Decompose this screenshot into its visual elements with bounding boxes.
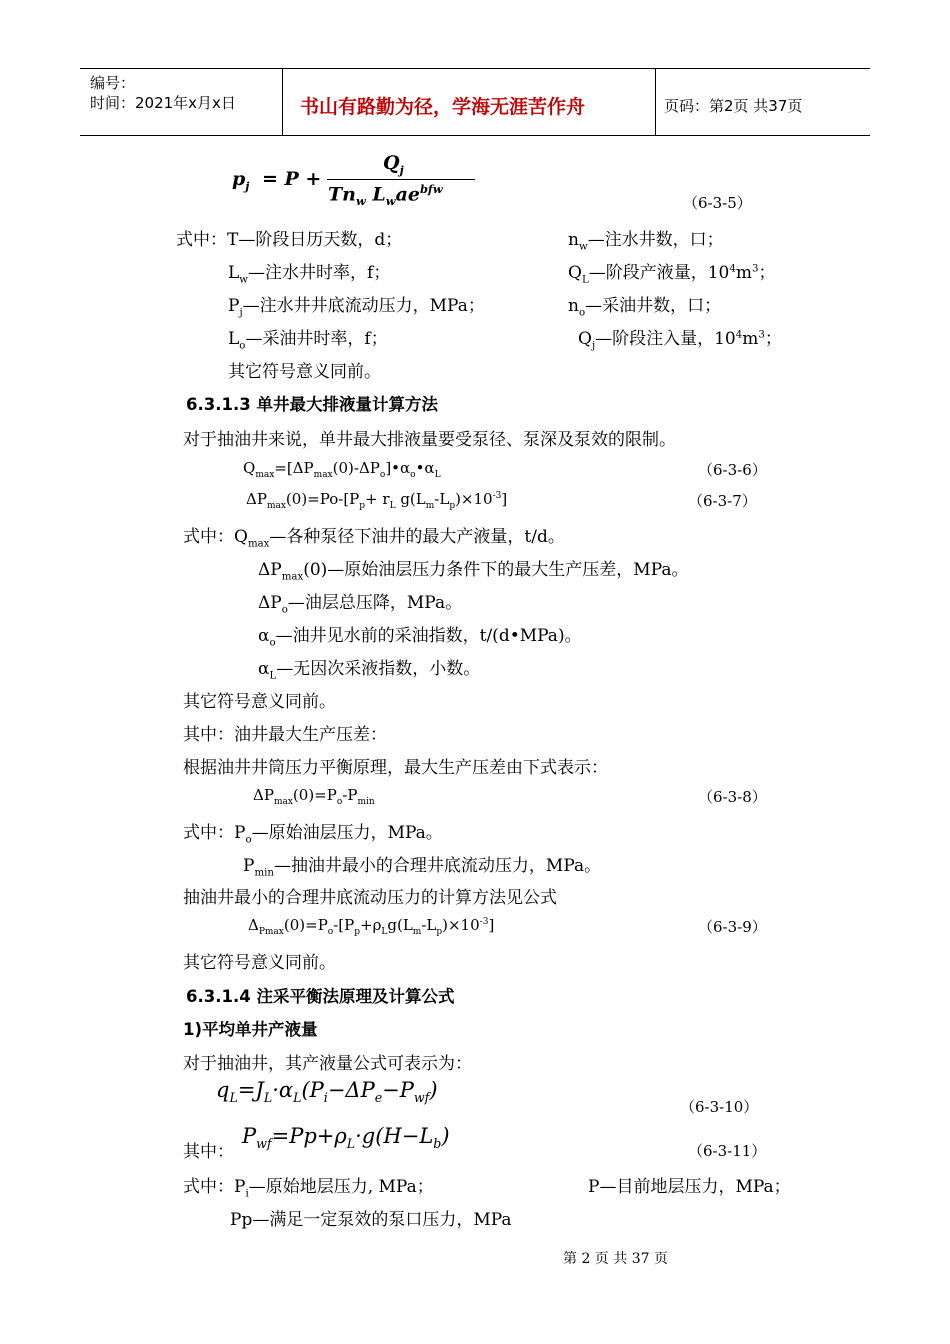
paragraph: 其中： bbox=[183, 1142, 234, 1162]
definition: Pp—满足一定泵效的泵口压力，MPa bbox=[230, 1210, 512, 1230]
paragraph: 对于抽油井，其产液量公式可表示为： bbox=[183, 1054, 472, 1074]
serial-label: 编号： bbox=[90, 74, 136, 92]
eq-635-denominator: $Tn_w$ $L_wae^{bfw}$ bbox=[328, 182, 443, 209]
eq-635-numerator: $Q_j$ bbox=[383, 152, 404, 177]
header-divider bbox=[282, 68, 283, 136]
definition: 式中：$P_i—$原始地层压力, MPa； bbox=[183, 1177, 434, 1200]
eq-6310: $q_L=J_L\cdot\alpha_L(P_i-\Delta P_e-P_{wf})$ bbox=[216, 1078, 438, 1106]
def-row-2-left: $L_w—$注水井时率，f； bbox=[228, 263, 391, 286]
definition: P—目前地层压力，MPa； bbox=[588, 1177, 791, 1197]
eq-639-number: （6-3-9） bbox=[698, 918, 767, 936]
eq-636-number: （6-3-6） bbox=[698, 461, 767, 479]
def-row-2-right: $Q_L—$阶段产液量，$10^4m^3$； bbox=[568, 263, 776, 286]
eq-637-number: （6-3-7） bbox=[688, 492, 757, 510]
paragraph: 根据油井井筒压力平衡原理，最大生产压差由下式表示： bbox=[183, 758, 608, 778]
definition: 式中：$Q_{max}—$各种泵径下油井的最大产液量，t/d。 bbox=[183, 527, 565, 550]
def-row-4-right: $Q_j—$阶段注入量，$10^4m^3$； bbox=[578, 329, 782, 352]
motto: 书山有路勤为径，学海无涯苦作舟 bbox=[300, 96, 586, 118]
eq-638: $\Delta P_{max}(0)=P_o-P_{min}$ bbox=[253, 786, 375, 807]
eq-635-mid: = P + bbox=[262, 168, 322, 190]
eq-636: $Q_{max}=[\Delta P_{max}(0)-\Delta P_o]•\alpha_o•\alpha_L$ bbox=[243, 459, 441, 480]
def-row-3-right: $n_o—$采油井数，口； bbox=[568, 296, 722, 319]
definition: $P_{min}—$抽油井最小的合理井底流动压力，MPa。 bbox=[243, 856, 602, 879]
date-label: 时间：2021年x月x日 bbox=[90, 94, 236, 112]
eq-6310-number: （6-3-10） bbox=[680, 1098, 759, 1116]
eq-639: $\Delta_{Pmax}(0)=P_o-[P_p+\rho_Lg(L_m-L_p)\times 10^{-3}]$ bbox=[248, 916, 495, 937]
eq-6311: $P_{wf}=Pp+\rho_L\cdot g(H-L_b)$ bbox=[242, 1124, 450, 1152]
eq-635-lhs: $p_j$ bbox=[232, 168, 250, 193]
other-symbols-note: 其它符号意义同前。 bbox=[228, 362, 381, 382]
def-row-3-left: $P_j—$注水井井底流动压力，MPa； bbox=[228, 296, 485, 319]
header-divider bbox=[655, 68, 656, 136]
eq-6311-number: （6-3-11） bbox=[688, 1142, 767, 1160]
def-row-1-left: 式中：T—阶段日历天数，d； bbox=[176, 230, 403, 250]
paragraph: 抽油井最小的合理井底流动压力的计算方法见公式 bbox=[183, 888, 557, 908]
definition: $\alpha_L—$无因次采液指数，小数。 bbox=[258, 659, 481, 682]
definition: $\alpha_o—$油井见水前的采油指数，t/(d•MPa)。 bbox=[258, 626, 582, 649]
paragraph: 其它符号意义同前。 bbox=[183, 953, 336, 973]
definition: 式中：$P_o—$原始油层压力，MPa。 bbox=[183, 823, 443, 846]
section-heading-6313: 6.3.1.3 单井最大排液量计算方法 bbox=[186, 395, 438, 414]
eq-638-number: （6-3-8） bbox=[698, 788, 767, 806]
def-row-4-left: $L_o—$采油井时率，f； bbox=[228, 329, 388, 352]
paragraph: 对于抽油井来说，单井最大排液量要受泵径、泵深及泵效的限制。 bbox=[183, 430, 676, 450]
section-heading-6314: 6.3.1.4 注采平衡法原理及计算公式 bbox=[186, 987, 455, 1006]
eq-635-number: （6-3-5） bbox=[683, 194, 752, 212]
paragraph: 其中：油井最大生产压差： bbox=[183, 725, 387, 745]
page-info: 页码：第2页 共37页 bbox=[664, 97, 803, 115]
paragraph: 其它符号意义同前。 bbox=[183, 692, 336, 712]
eq-637: $\Delta P_{max}(0)=Po-[P_p+ r_L$ $g(L_m-L_p)\times 10^{-3}$] bbox=[246, 490, 508, 511]
def-row-1-right: $n_w—$注水井数，口； bbox=[568, 230, 724, 253]
definition: $\Delta P_{max}(0)—$原始油层压力条件下的最大生产压差，MPa。 bbox=[258, 560, 689, 583]
subsection-heading: 1)平均单井产液量 bbox=[183, 1020, 318, 1039]
definition: $\Delta P_o—$油层总压降，MPa。 bbox=[258, 593, 463, 616]
page-footer: 第 2 页 共 37 页 bbox=[563, 1251, 668, 1267]
fraction-bar bbox=[327, 179, 475, 180]
